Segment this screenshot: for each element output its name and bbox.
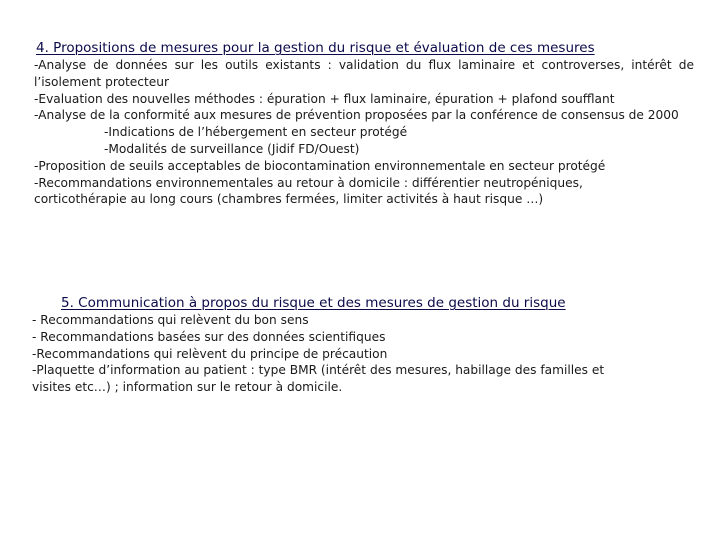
section-4-item-outils: -Analyse de données sur les outils existants : validation du flux laminaire et controverses, intérêt de l’isolement protecteur — [34, 58, 694, 89]
section-4-subitem-indications: -Indications de l’hébergement en secteur protégé — [104, 125, 408, 140]
section-4-item-conformite: -Analyse de la conformité aux mesures de prévention proposées par la conférence de consensus de 2000 — [34, 108, 679, 123]
section-4 — [34, 40, 694, 208]
section-5 — [32, 295, 672, 396]
section-5-item-bon-sens: - Recommandations qui relèvent du bon sens — [32, 313, 309, 327]
section-4-item-domicile: -Recommandations environnementales au retour à domicile : différentier neutropéniques, corticothérapie au long cours (chambres fermées, limiter activités à haut risque …) — [34, 175, 583, 207]
section-5-item-precaution: -Recommandations qui relèvent du principe de précaution — [32, 346, 388, 361]
section-4-subitem-surveillance: -Modalités de surveillance (Jidif FD/Ouest) — [104, 141, 360, 156]
section-4-item-seuils: -Proposition de seuils acceptables de biocontamination environnementale en secteur protégé — [34, 158, 606, 173]
section-5-heading: 5. Communication à propos du risque et des mesures de gestion du risque — [61, 295, 566, 311]
section-4-heading: 4. Propositions de mesures pour la gestion du risque et évaluation de ces mesures — [36, 40, 595, 56]
section-4-item-methodes: -Evaluation des nouvelles méthodes : épuration + flux laminaire, épuration + plafond soufflant — [34, 91, 615, 106]
section-5-item-plaquette: -Plaquette d’information au patient : type BMR (intérêt des mesures, habillage des familles et visites etc…) ; information sur le retour à domicile. — [32, 363, 605, 395]
section-5-item-scientifiques: - Recommandations basées sur des données scientifiques — [32, 329, 386, 344]
